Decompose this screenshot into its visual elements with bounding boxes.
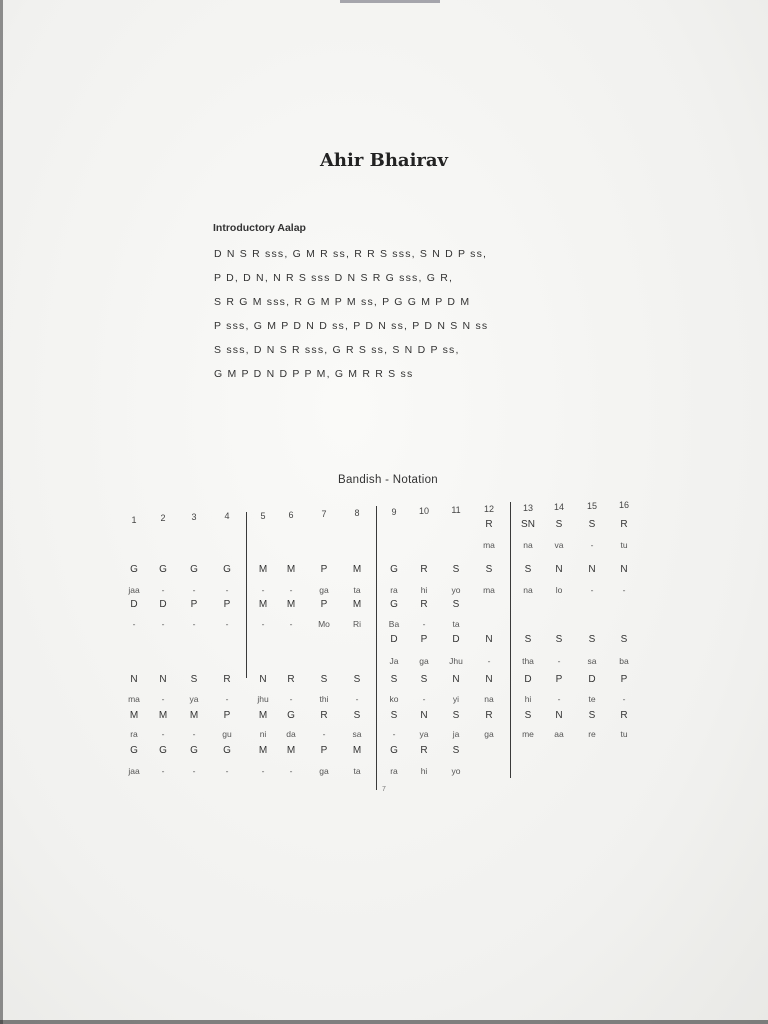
bol-syllable: ma <box>128 694 140 704</box>
swar-note: R <box>420 564 428 575</box>
bol-syllable: Ja <box>389 656 399 666</box>
swar-note: S <box>420 674 428 685</box>
bol-syllable: Jhu <box>449 656 463 666</box>
swar-note: G <box>130 564 138 575</box>
swar-note: P <box>320 745 328 756</box>
bol-syllable: va <box>554 540 564 550</box>
swar-note: P <box>190 599 198 610</box>
bol-syllable: Ba <box>388 619 400 629</box>
aalap-heading: Introductory Aalap <box>213 222 306 234</box>
swar-note: S <box>588 634 596 645</box>
page-number: 7 <box>382 786 386 793</box>
bol-syllable: - <box>132 619 136 629</box>
swar-note: N <box>555 564 563 575</box>
swar-note: R <box>485 710 493 721</box>
swar-note: P <box>223 710 231 721</box>
swar-note: N <box>130 674 138 685</box>
beat-number: 16 <box>618 500 629 510</box>
swar-note: S <box>555 519 563 530</box>
swar-note: S <box>452 564 460 575</box>
bol-syllable: Ri <box>352 619 362 629</box>
swar-note: M <box>158 710 168 721</box>
bol-syllable: me <box>522 729 534 739</box>
bol-syllable: tu <box>620 729 628 739</box>
bol-syllable: yo <box>451 585 461 595</box>
bol-syllable: hi <box>420 766 428 776</box>
swar-note: D <box>524 674 532 685</box>
bol-syllable: jaa <box>128 585 140 595</box>
bol-syllable: - <box>225 585 229 595</box>
bol-syllable: - <box>622 694 626 704</box>
swar-note: S <box>320 674 328 685</box>
bol-syllable: - <box>557 694 561 704</box>
beat-number: 7 <box>321 509 327 519</box>
bol-syllable: - <box>392 729 396 739</box>
swar-note: S <box>524 710 532 721</box>
bol-syllable: - <box>590 540 594 550</box>
bol-syllable: ko <box>389 694 399 704</box>
beat-number: 11 <box>451 505 461 515</box>
bol-syllable: aa <box>554 729 564 739</box>
bol-syllable: ga <box>484 729 494 739</box>
aalap-line: S R G M sss, R G M P M ss, P G G M P D M <box>214 296 471 308</box>
swar-note: S <box>485 564 493 575</box>
swar-note: S <box>452 745 460 756</box>
swar-note: G <box>390 564 398 575</box>
swar-note: N <box>452 674 460 685</box>
swar-note: S <box>524 634 532 645</box>
swar-note: G <box>130 745 138 756</box>
bol-syllable: na <box>523 585 533 595</box>
bol-syllable: - <box>557 656 561 666</box>
bol-syllable: ga <box>319 585 329 595</box>
swar-note: M <box>258 564 268 575</box>
swar-note: R <box>620 710 628 721</box>
swar-note: R <box>420 599 428 610</box>
bol-syllable: ra <box>390 766 398 776</box>
bol-syllable: ya <box>189 694 199 704</box>
bol-syllable: lo <box>555 585 563 595</box>
swar-note: S <box>390 710 398 721</box>
bol-syllable: hi <box>420 585 428 595</box>
beat-number: 6 <box>288 510 294 520</box>
swar-note: M <box>352 564 362 575</box>
swar-note: M <box>352 599 362 610</box>
bol-syllable: - <box>590 585 594 595</box>
taal-divider <box>376 506 377 790</box>
swar-note: R <box>287 674 295 685</box>
bandish-heading: Bandish - Notation <box>337 474 438 486</box>
bol-syllable: - <box>225 766 229 776</box>
swar-note: N <box>588 564 596 575</box>
bol-syllable: gu <box>222 729 232 739</box>
swar-note: S <box>390 674 398 685</box>
swar-note: G <box>159 745 167 756</box>
swar-note: M <box>286 745 296 756</box>
bol-syllable: - <box>161 619 165 629</box>
bol-syllable: - <box>225 619 229 629</box>
swar-note: G <box>390 745 398 756</box>
beat-number: 10 <box>418 506 429 516</box>
aalap-line: S sss, D N S R sss, G R S ss, S N D P ss, <box>214 344 460 356</box>
swar-note: D <box>452 634 460 645</box>
bol-syllable: - <box>161 729 165 739</box>
swar-note: N <box>485 674 493 685</box>
swar-note: D <box>588 674 596 685</box>
swar-note: R <box>620 519 628 530</box>
bol-syllable: ta <box>452 619 460 629</box>
bol-syllable: ra <box>130 729 138 739</box>
swar-note: N <box>159 674 167 685</box>
beat-number: 14 <box>553 502 564 512</box>
swar-note: R <box>223 674 231 685</box>
bol-syllable: na <box>484 694 494 704</box>
swar-note: G <box>287 710 295 721</box>
beat-number: 2 <box>160 513 166 523</box>
beat-number: 15 <box>586 501 597 511</box>
bol-syllable: Mo <box>318 619 330 629</box>
bol-syllable: ja <box>452 729 460 739</box>
bol-syllable: - <box>322 729 326 739</box>
swar-note: G <box>390 599 398 610</box>
swar-note: S <box>555 634 563 645</box>
bol-syllable: ma <box>483 540 495 550</box>
bol-syllable: jaa <box>128 766 140 776</box>
bol-syllable: - <box>192 619 196 629</box>
swar-note: P <box>555 674 563 685</box>
bol-syllable: - <box>422 619 426 629</box>
beat-number: 8 <box>354 508 360 518</box>
swar-note: P <box>620 674 628 685</box>
aalap-line: P sss, G M P D N D ss, P D N ss, P D N S N ss <box>214 320 489 332</box>
bol-syllable: ba <box>619 656 629 666</box>
bol-syllable: - <box>261 619 265 629</box>
swar-note: S <box>452 599 460 610</box>
swar-note: N <box>620 564 628 575</box>
bol-syllable: ra <box>390 585 398 595</box>
swar-note: S <box>353 710 361 721</box>
aalap-line: P D, D N, N R S sss D N S R G sss, G R, <box>214 272 454 284</box>
bol-syllable: - <box>192 585 196 595</box>
bol-syllable: - <box>289 766 293 776</box>
bol-syllable: sa <box>587 656 597 666</box>
swar-note: R <box>485 519 493 530</box>
bol-syllable: tha <box>522 656 534 666</box>
bol-syllable: hi <box>524 694 532 704</box>
bol-syllable: - <box>289 694 293 704</box>
bol-syllable: tu <box>620 540 628 550</box>
swar-note: G <box>190 564 198 575</box>
swar-note: G <box>159 564 167 575</box>
bol-syllable: - <box>225 694 229 704</box>
swar-note: S <box>620 634 628 645</box>
swar-note: P <box>223 599 231 610</box>
swar-note: G <box>190 745 198 756</box>
swar-note: N <box>420 710 428 721</box>
swar-note: M <box>258 710 268 721</box>
bol-syllable: - <box>161 585 165 595</box>
swar-note: S <box>588 519 596 530</box>
bol-syllable: ta <box>353 766 361 776</box>
swar-note: S <box>452 710 460 721</box>
bol-syllable: - <box>289 619 293 629</box>
bol-syllable: - <box>422 694 426 704</box>
taal-divider <box>510 502 511 778</box>
swar-note: N <box>555 710 563 721</box>
swar-note: M <box>189 710 199 721</box>
taal-divider <box>246 512 247 678</box>
bol-syllable: te <box>588 694 596 704</box>
swar-note: M <box>129 710 139 721</box>
aalap-line: D N S R sss, G M R ss, R R S sss, S N D P ss, <box>214 248 488 260</box>
bol-syllable: - <box>261 766 265 776</box>
swar-note: R <box>320 710 328 721</box>
bol-syllable: - <box>192 729 196 739</box>
bol-syllable: thi <box>319 694 329 704</box>
swar-note: N <box>259 674 267 685</box>
swar-note: M <box>286 564 296 575</box>
swar-note: M <box>258 745 268 756</box>
bol-syllable: - <box>161 694 165 704</box>
swar-note: S <box>353 674 361 685</box>
swar-note: G <box>223 745 231 756</box>
bol-syllable: ya <box>419 729 429 739</box>
bol-syllable: - <box>192 766 196 776</box>
swar-note: P <box>320 599 328 610</box>
beat-number: 4 <box>224 511 230 521</box>
bol-syllable: sa <box>352 729 362 739</box>
swar-note: SN <box>521 519 535 530</box>
swar-note: R <box>420 745 428 756</box>
swar-note: S <box>588 710 596 721</box>
bol-syllable: - <box>487 656 491 666</box>
swar-note: S <box>190 674 198 685</box>
bol-syllable: - <box>289 585 293 595</box>
bol-syllable: yi <box>452 694 460 704</box>
bol-syllable: da <box>286 729 296 739</box>
bol-syllable: - <box>161 766 165 776</box>
swar-note: G <box>223 564 231 575</box>
swar-note: D <box>159 599 167 610</box>
beat-number: 13 <box>522 503 533 513</box>
bol-syllable: ga <box>419 656 429 666</box>
bol-syllable: - <box>622 585 626 595</box>
bol-syllable: ga <box>319 766 329 776</box>
beat-number: 5 <box>260 511 266 521</box>
bol-syllable: yo <box>451 766 461 776</box>
swar-note: M <box>286 599 296 610</box>
bol-syllable: ma <box>483 585 495 595</box>
beat-number: 3 <box>191 512 197 522</box>
swar-note: D <box>130 599 138 610</box>
swar-note: M <box>258 599 268 610</box>
beat-number: 1 <box>131 515 137 525</box>
beat-number: 12 <box>483 504 494 514</box>
aalap-line: G M P D N D P P M, G M R R S ss <box>214 368 414 380</box>
swar-note: P <box>320 564 328 575</box>
swar-note: M <box>352 745 362 756</box>
bol-syllable: - <box>355 694 359 704</box>
swar-note: P <box>420 634 428 645</box>
bol-syllable: - <box>261 585 265 595</box>
beat-number: 9 <box>391 507 397 517</box>
swar-note: S <box>524 564 532 575</box>
bol-syllable: ta <box>353 585 361 595</box>
swar-note: N <box>485 634 493 645</box>
bol-syllable: re <box>588 729 596 739</box>
bol-syllable: jhu <box>257 694 269 704</box>
page-title: Ahir Bhairav <box>319 150 449 171</box>
bol-syllable: ni <box>259 729 267 739</box>
swar-note: D <box>390 634 398 645</box>
bol-syllable: na <box>523 540 533 550</box>
